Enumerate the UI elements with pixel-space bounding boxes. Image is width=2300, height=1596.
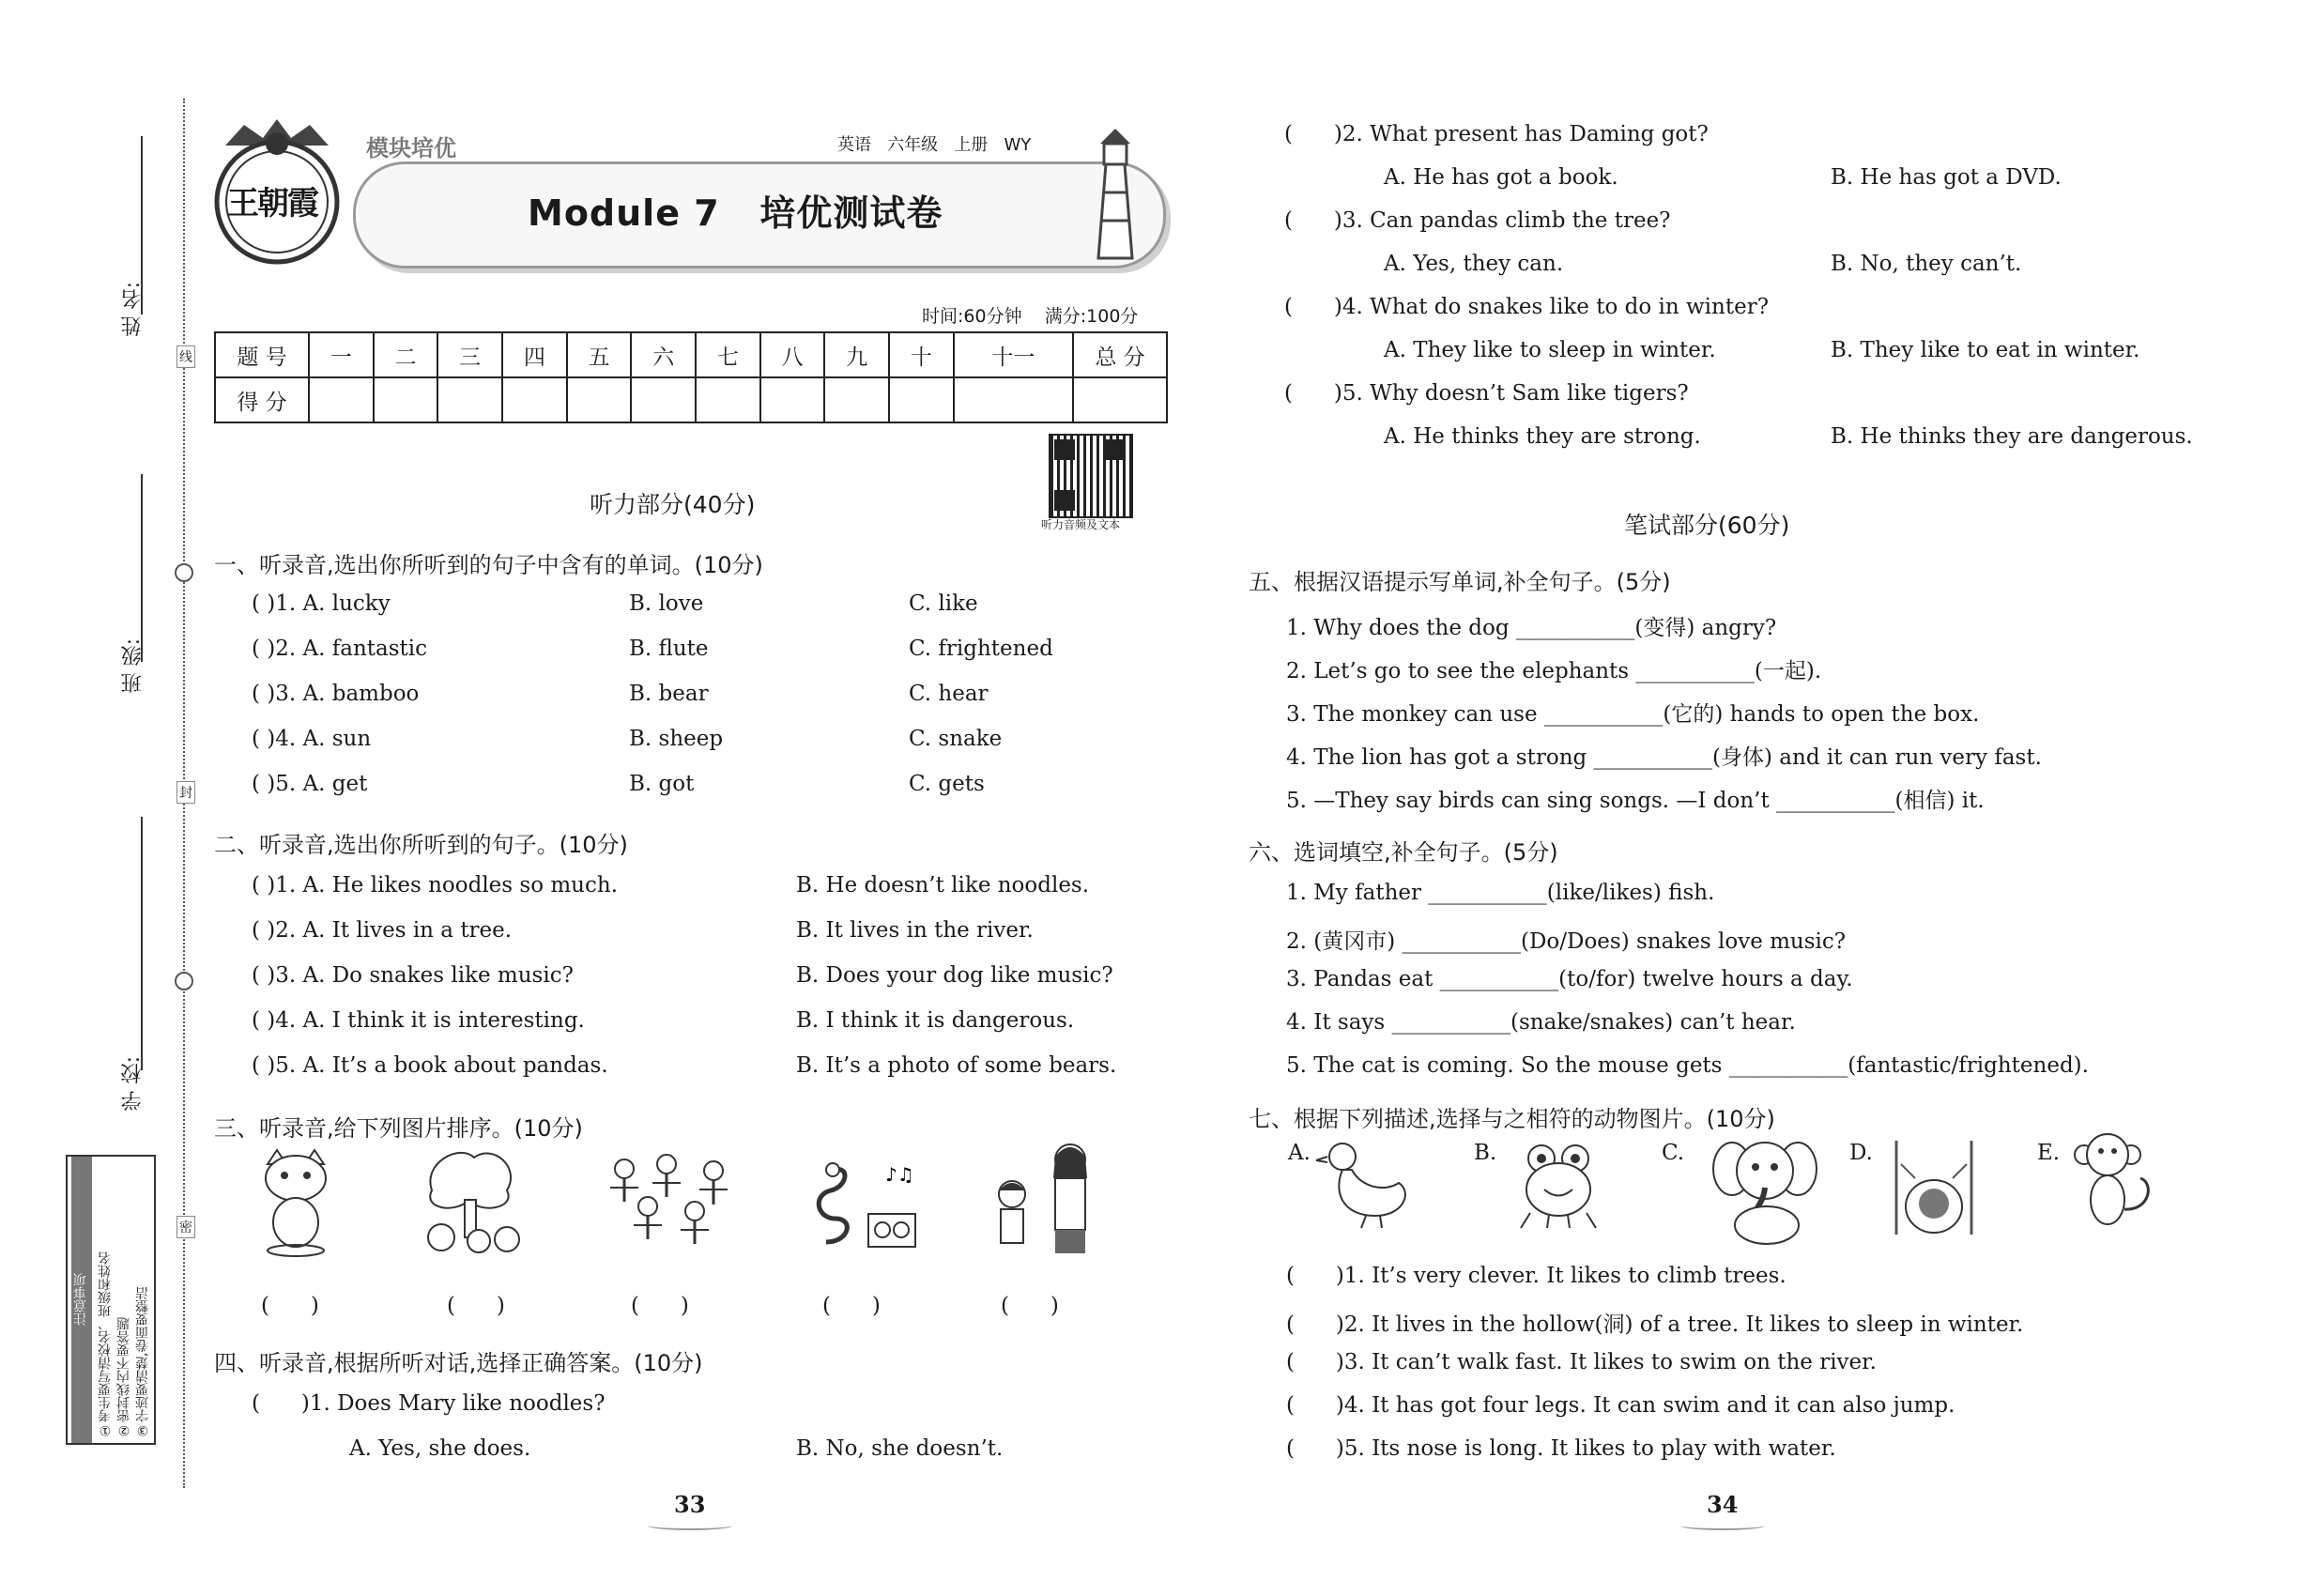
section-5-title: 五、根据汉语提示写单词,补全句子。(5分) xyxy=(1249,569,1671,595)
table-cell: 五 xyxy=(567,332,632,377)
section-6-title: 六、选词填空,补全句子。(5分) xyxy=(1249,839,1558,866)
table-cell: 二 xyxy=(374,332,438,377)
name-label: 姓 名: xyxy=(121,282,145,337)
s1-q4-c: C. snake xyxy=(909,727,1003,751)
animal-label-d: D. xyxy=(1849,1141,1873,1165)
s5-q4[interactable]: 4. The lion has got a strong ___________(身体) and it can run very fast. xyxy=(1286,745,2042,770)
class-field[interactable] xyxy=(141,474,143,662)
s1-q4: ( )4. A. sun xyxy=(252,727,372,751)
score-table xyxy=(214,331,1168,423)
series-label: 模块培优 xyxy=(366,135,456,161)
section-4-title: 四、听录音,根据所听对话,选择正确答案。(10分) xyxy=(214,1350,703,1376)
s3-blank-2[interactable]: ( ) xyxy=(447,1294,505,1318)
s7-q4[interactable]: ( )4. It has got four legs. It can swim and it can also jump. xyxy=(1286,1393,1955,1418)
s5-q3[interactable]: 3. The monkey can use ___________(它的) hands to open the box. xyxy=(1286,702,1980,727)
s4-q2: ( )2. What present has Daming got? xyxy=(1284,122,1709,146)
section-2-title: 二、听录音,选出你所听到的句子。(10分) xyxy=(214,832,628,858)
notice-box xyxy=(66,1155,156,1445)
s4-q3: ( )3. Can pandas climb the tree? xyxy=(1284,208,1671,233)
name-field[interactable] xyxy=(141,136,143,315)
s7-q3[interactable]: ( )3. It can’t walk fast. It likes to swim on the river. xyxy=(1286,1350,1877,1374)
s2-q4-a: ( )4. A. I think it is interesting. xyxy=(252,1008,585,1033)
qr-code-icon[interactable] xyxy=(1049,434,1133,518)
s2-q1-b: B. He doesn’t like noodles. xyxy=(796,873,1090,898)
s4-q2-a: A. He has got a book. xyxy=(1384,165,1618,190)
s1-q4-b: B. sheep xyxy=(629,727,724,751)
snake-radio-picture xyxy=(803,1153,925,1260)
s4-q5: ( )5. Why doesn’t Sam like tigers? xyxy=(1284,381,1689,406)
table-cell: 十一 xyxy=(954,332,1073,377)
s6-q3[interactable]: 3. Pandas eat ___________(to/for) twelve hours a day. xyxy=(1286,967,1853,991)
seal-mark-2: 密 xyxy=(176,1216,195,1238)
s1-q1: ( )1. A. lucky xyxy=(252,591,391,616)
subject-info: 英语 六年级 上册 WY xyxy=(837,135,1032,155)
s6-q1[interactable]: 1. My father ___________(like/likes) fish. xyxy=(1286,881,1715,905)
seal-mark: 封 xyxy=(176,781,195,804)
table-cell: 得 分 xyxy=(215,377,309,422)
score-cell[interactable] xyxy=(760,377,825,422)
children-dancing-picture xyxy=(601,1150,742,1257)
animal-label-c: C. xyxy=(1662,1141,1685,1165)
bear-hollow-picture xyxy=(1882,1136,1986,1243)
s1-q5: ( )5. A. get xyxy=(252,772,368,796)
s1-q3-b: B. bear xyxy=(629,682,709,706)
s5-q1[interactable]: 1. Why does the dog ___________(变得) angry? xyxy=(1286,616,1777,640)
animal-label-e: E. xyxy=(2037,1141,2061,1165)
score-cell[interactable] xyxy=(889,377,954,422)
s2-q2-a: ( )2. A. It lives in a tree. xyxy=(252,918,513,943)
score-cell[interactable] xyxy=(374,377,438,422)
elephant-picture xyxy=(1709,1131,1821,1252)
score-cell[interactable] xyxy=(502,377,567,422)
table-cell: 一 xyxy=(309,332,374,377)
s1-q2-b: B. flute xyxy=(629,637,709,661)
s4-q5-b: B. He thinks they are dangerous. xyxy=(1831,424,2193,449)
score-cell[interactable] xyxy=(1073,377,1167,422)
s1-q5-b: B. got xyxy=(629,772,695,796)
cat-picture xyxy=(253,1145,338,1262)
page-title: Module 7 培优测试卷 xyxy=(528,192,943,234)
circle-mark-icon xyxy=(175,563,193,582)
s4-q4-a: A. They like to sleep in winter. xyxy=(1384,338,1716,362)
score-cell[interactable] xyxy=(954,377,1073,422)
score-table-header-row xyxy=(215,332,1167,377)
section-7-title: 七、根据下列描述,选择与之相符的动物图片。(10分) xyxy=(1249,1106,1775,1132)
s1-q2: ( )2. A. fantastic xyxy=(252,637,428,661)
score-cell[interactable] xyxy=(631,377,696,422)
table-cell: 总 分 xyxy=(1073,332,1167,377)
s2-q5-a: ( )5. A. It’s a book about pandas. xyxy=(252,1053,608,1078)
s4-q4: ( )4. What do snakes like to do in winter? xyxy=(1284,295,1770,319)
s4-q3-b: B. No, they can’t. xyxy=(1831,252,2022,276)
school-field[interactable] xyxy=(141,817,143,1070)
writing-title: 笔试部分(60分) xyxy=(1624,512,1790,539)
time-info: 时间:60分钟 满分:100分 xyxy=(922,306,1139,327)
notice-2: ②密封线内不要答题 xyxy=(116,1317,131,1437)
brand-logo xyxy=(207,117,347,268)
score-cell[interactable] xyxy=(567,377,632,422)
s5-q5[interactable]: 5. —They say birds can sing songs. —I don’t ___________(相信) it. xyxy=(1286,789,1985,813)
tree-animals-picture xyxy=(413,1143,526,1260)
class-label: 班 级: xyxy=(121,638,145,694)
table-cell: 九 xyxy=(824,332,889,377)
s1-q1-c: C. like xyxy=(909,591,978,616)
s1-q3: ( )3. A. bamboo xyxy=(252,682,420,706)
frog-picture xyxy=(1511,1138,1605,1235)
page-number-left-swoosh xyxy=(648,1521,732,1530)
s2-q5-b: B. It’s a photo of some bears. xyxy=(796,1053,1117,1078)
score-cell[interactable] xyxy=(696,377,760,422)
boy-woman-picture xyxy=(986,1136,1108,1262)
s3-blank-1[interactable]: ( ) xyxy=(261,1294,319,1318)
notice-3: ③字迹要清楚,卷面要整洁 xyxy=(135,1286,150,1437)
notice-title: 注意事项 xyxy=(71,1157,92,1443)
table-cell: 四 xyxy=(502,332,567,377)
s6-q5[interactable]: 5. The cat is coming. So the mouse gets ___________(fantastic/frightened). xyxy=(1286,1053,2089,1078)
s3-blank-5[interactable]: ( ) xyxy=(1001,1294,1059,1318)
circle-mark-icon xyxy=(175,972,193,990)
s4-q3-a: A. Yes, they can. xyxy=(1384,252,1564,276)
table-cell: 七 xyxy=(696,332,760,377)
s1-q3-c: C. hear xyxy=(909,682,989,706)
animal-label-a: A. xyxy=(1288,1141,1311,1165)
table-cell: 八 xyxy=(760,332,825,377)
s4-q1-b: B. No, she doesn’t. xyxy=(796,1436,1004,1461)
cut-line-mark: 线 xyxy=(176,345,195,368)
s3-blank-4[interactable]: ( ) xyxy=(822,1294,881,1318)
section-3-title: 三、听录音,给下列图片排序。(10分) xyxy=(214,1115,583,1142)
s1-q2-c: C. frightened xyxy=(909,637,1053,661)
s2-q3-a: ( )3. A. Do snakes like music? xyxy=(252,963,574,988)
svg-text:♪♫: ♪♫ xyxy=(885,1163,914,1186)
s7-q1[interactable]: ( )1. It’s very clever. It likes to climb trees. xyxy=(1286,1264,1786,1288)
s1-q1-b: B. love xyxy=(629,591,704,616)
notice-1: ①考生要写清校名、班级和姓名 xyxy=(98,1251,113,1437)
s7-q2[interactable]: ( )2. It lives in the hollow(洞) of a tree. It likes to sleep in winter. xyxy=(1286,1312,2024,1337)
s2-q2-b: B. It lives in the river. xyxy=(796,918,1034,943)
qr-caption: 听力音频及文本 xyxy=(1041,518,1121,531)
brand-text: 王朝霞 xyxy=(227,187,317,222)
s4-q1-a: A. Yes, she does. xyxy=(349,1436,531,1461)
s2-q1-a: ( )1. A. He likes noodles so much. xyxy=(252,873,619,898)
section-1-title: 一、听录音,选出你所听到的句子中含有的单词。(10分) xyxy=(214,552,763,578)
animal-label-b: B. xyxy=(1474,1141,1497,1165)
s4-q5-a: A. He thinks they are strong. xyxy=(1384,424,1701,449)
s1-q5-c: C. gets xyxy=(909,772,985,796)
page-number-right: 34 xyxy=(1707,1491,1739,1518)
s7-q5[interactable]: ( )5. Its nose is long. It likes to play with water. xyxy=(1286,1436,1836,1461)
table-cell: 三 xyxy=(437,332,502,377)
table-cell: 六 xyxy=(631,332,696,377)
s4-q1: ( )1. Does Mary like noodles? xyxy=(252,1391,606,1416)
page-number-right-swoosh xyxy=(1680,1521,1765,1530)
s2-q4-b: B. I think it is dangerous. xyxy=(796,1008,1075,1033)
lighthouse-icon xyxy=(1078,127,1153,271)
page-number-left: 33 xyxy=(674,1491,706,1518)
s4-q2-b: B. He has got a DVD. xyxy=(1831,165,2062,190)
score-table-score-row xyxy=(215,377,1167,422)
score-cell[interactable] xyxy=(437,377,502,422)
listening-title: 听力部分(40分) xyxy=(590,491,756,518)
s3-blank-3[interactable]: ( ) xyxy=(631,1294,689,1318)
s2-q3-b: B. Does your dog like music? xyxy=(796,963,1113,988)
monkey-picture xyxy=(2070,1127,2164,1243)
score-cell[interactable] xyxy=(309,377,374,422)
s5-q2[interactable]: 2. Let’s go to see the elephants ___________(一起). xyxy=(1286,659,1822,683)
s6-q2[interactable]: 2. (黄冈市) ___________(Do/Does) snakes love music? xyxy=(1286,929,1847,954)
school-label: 学 校: xyxy=(121,1056,145,1112)
duck-picture xyxy=(1314,1136,1418,1234)
table-cell: 题 号 xyxy=(215,332,309,377)
s4-q4-b: B. They like to eat in winter. xyxy=(1831,338,2140,362)
s6-q4[interactable]: 4. It says ___________(snake/snakes) can’t hear. xyxy=(1286,1010,1796,1035)
table-cell: 十 xyxy=(889,332,954,377)
score-cell[interactable] xyxy=(824,377,889,422)
